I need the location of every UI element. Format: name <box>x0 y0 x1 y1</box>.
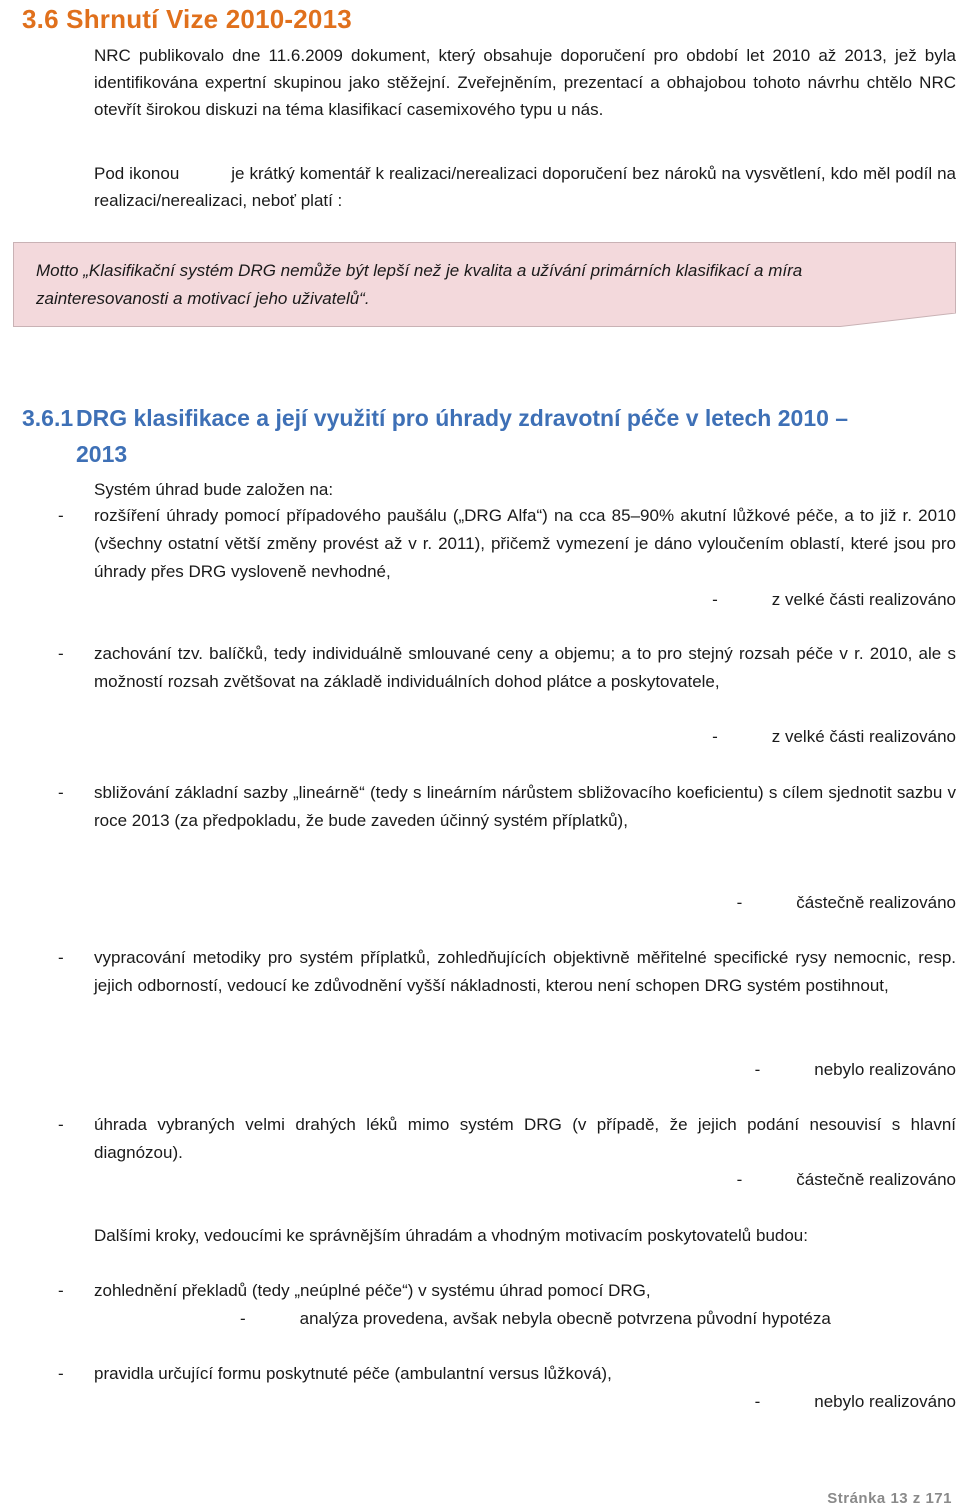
status-dash: - <box>712 590 718 609</box>
list-item-text: vypracování metodiky pro systém příplatků, zohledňujících objektivně měřitelné specifické rysy nemocnic, resp. jejich odborností, vedoucí ke zdůvodnění vyšší nákladnosti, kterou není schopen DRG systém postihnout, <box>94 948 956 995</box>
status-dash: - <box>240 1309 246 1328</box>
item-status-text: částečně realizováno <box>796 1170 956 1189</box>
list-item-text: pravidla určující formu poskytnuté péče (ambulantní versus lůžková), <box>94 1364 612 1383</box>
page-heading: 3.6 Shrnutí Vize 2010-2013 <box>22 4 352 34</box>
list-dash: - <box>58 1364 64 1383</box>
status-dash: - <box>736 1170 743 1189</box>
section-title-line1: DRG klasifikace a její využití pro úhrady zdravotní péče v letech 2010 – <box>76 405 849 431</box>
list-item <box>58 502 956 586</box>
section-title-line2: 2013 <box>76 441 128 467</box>
item-status-text: analýza provedena, avšak nebyla obecně potvrzena původní hypotéza <box>299 1309 831 1328</box>
item-status-text: nebylo realizováno <box>814 1060 956 1079</box>
status-dash: - <box>736 893 743 912</box>
item-status-text: z velké části realizováno <box>771 727 956 746</box>
item-status <box>737 1166 956 1194</box>
list-dash: - <box>58 1115 64 1134</box>
list-item-text: sbližování základní sazby „lineárně“ (tedy s lineárním nárůstem sbližovacího koeficientu) s cílem sjednotit sazbu v roce 2013 (za předpokladu, že bude zaveden účinný systém příplatků), <box>94 783 956 830</box>
item-status <box>712 586 956 614</box>
list-item-text: úhrada vybraných velmi drahých léků mimo systém DRG (v případě, že jejich podání nesouvisí s hlavní diagnózou). <box>94 1115 956 1162</box>
item-status <box>737 889 956 917</box>
list-item-text: zohlednění překladů (tedy „neúplné péče“) v systému úhrad pomocí DRG, <box>94 1281 651 1300</box>
list-dash: - <box>58 948 64 967</box>
item-status-text: z velké části realizováno <box>771 590 956 609</box>
list-dash: - <box>58 506 64 525</box>
further-steps-lead: Dalšími kroky, vedoucími ke správnějším úhradám a vhodným motivacím poskytovatelů budou: <box>94 1226 808 1245</box>
icon-explanation-paragraph <box>94 160 956 214</box>
icon-explanation-rest: je krátký komentář k realizaci/nerealizaci doporučení bez nároků na vysvětlení, kdo měl podíl na realizaci/nerealizaci, neboť platí : <box>94 164 956 210</box>
list-item-text: zachování tzv. balíčků, tedy individuálně smlouvané ceny a objemu; a to pro stejný rozsah péče v r. 2010, ale s možností rozsah zvětšovat na základě individuálních dohod plátce a poskytovatele, <box>94 644 956 691</box>
status-dash: - <box>754 1392 761 1411</box>
status-dash: - <box>754 1060 761 1079</box>
item-status <box>755 1056 956 1084</box>
list-item <box>58 640 956 696</box>
list-dash: - <box>58 783 64 802</box>
motto-text: Motto „Klasifikační systém DRG nemůže být lepší než je kvalita a užívání primárních klasifikací a míra zainteresovanosti a motivací jeho uživatelů“. <box>36 261 803 308</box>
motto-box <box>13 242 956 327</box>
section-number: 3.6.1 <box>22 405 74 431</box>
list-dash: - <box>58 644 64 663</box>
list-item <box>58 1360 956 1388</box>
list-item <box>58 1277 956 1305</box>
page-curl-decoration <box>836 313 956 327</box>
item-status-text: částečně realizováno <box>796 893 956 912</box>
item-status <box>712 723 956 751</box>
intro-paragraph: NRC publikovalo dne 11.6.2009 dokument, který obsahuje doporučení pro období let 2010 až 2013, jež byla identifikována expertní skupinou jako stěžejní. Zveřejněním, prezentací a obhajobou tohoto návrhu chtělo NRC otevřít širokou diskuzi na téma klasifikací casemixového typu u nás. <box>94 46 956 119</box>
section-heading <box>22 400 952 472</box>
item-status <box>240 1305 831 1333</box>
section-lead: Systém úhrad bude založen na: <box>94 480 334 499</box>
status-dash: - <box>712 727 718 746</box>
list-dash: - <box>58 1281 64 1300</box>
list-item <box>58 944 956 1000</box>
list-item <box>58 1111 956 1167</box>
item-status <box>755 1388 956 1416</box>
item-status-text: nebylo realizováno <box>814 1392 956 1411</box>
list-item-text: rozšíření úhrady pomocí případového paušálu („DRG Alfa“) na cca 85–90% akutní lůžkové péče, a to již r. 2010 (všechny ostatní větší změny provést až v r. 2011), přičemž vymezení je dáno vyloučením oblastí, které jsou pro úhrady přes DRG vysloveně nevhodné, <box>94 506 956 581</box>
page-number: Stránka 13 z 171 <box>827 1490 952 1507</box>
list-item <box>58 779 956 835</box>
icon-explanation-start: Pod ikonou <box>94 164 180 183</box>
